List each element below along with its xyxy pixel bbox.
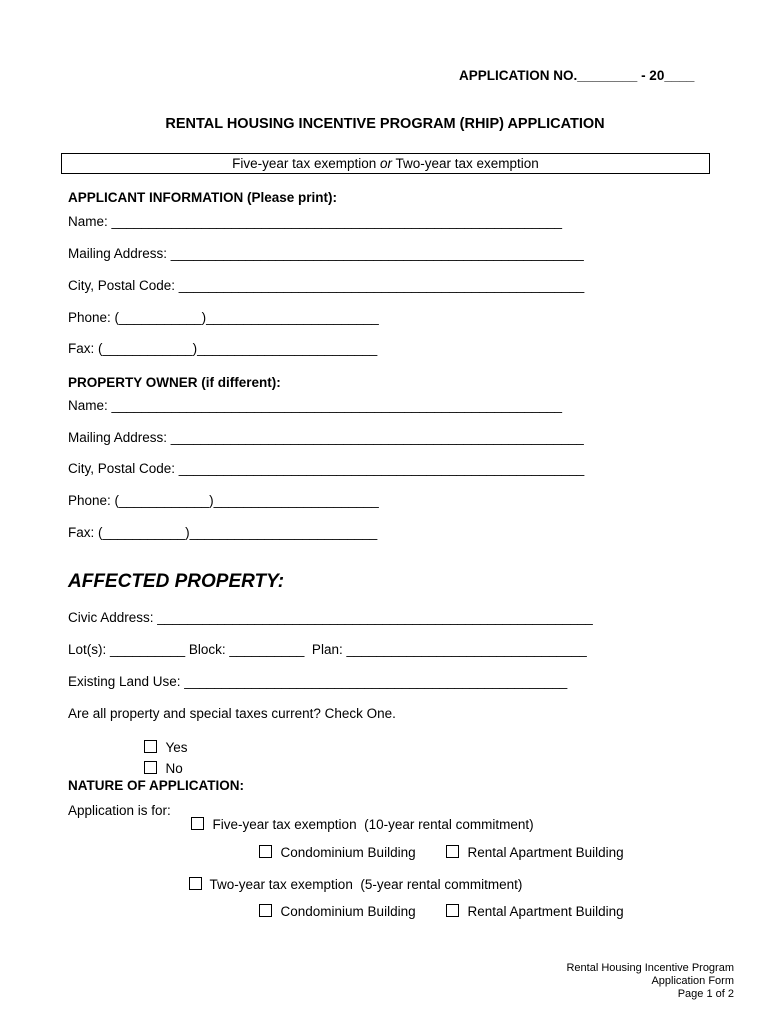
land-use-field[interactable]: Existing Land Use: ___________________________________________________ <box>68 674 568 689</box>
two-year-rental-label: Rental Apartment Building <box>467 904 624 919</box>
applicant-mailing-field[interactable]: Mailing Address: _______________________________________________________ <box>68 246 584 261</box>
owner-name-field[interactable]: Name: ____________________________________________________________ <box>68 398 562 413</box>
application-number: APPLICATION NO.________ - 20____ <box>459 68 695 83</box>
taxes-question: Are all property and special taxes current? Check One. <box>68 706 396 721</box>
five-year-condo-option[interactable] <box>251 830 416 860</box>
two-year-rental-checkbox[interactable] <box>446 904 459 917</box>
yes-label: Yes <box>165 740 188 755</box>
owner-phone-field[interactable]: Phone: (____________)______________________ <box>68 493 379 508</box>
five-year-condo-checkbox[interactable] <box>259 845 272 858</box>
five-year-condo-label: Condominium Building <box>280 845 416 860</box>
owner-fax-field[interactable]: Fax: (___________)_________________________ <box>68 525 378 540</box>
applicant-name-field[interactable]: Name: ____________________________________________________________ <box>68 214 562 229</box>
five-year-option[interactable] <box>183 802 534 832</box>
two-year-rental-option[interactable] <box>438 889 624 919</box>
exemption-type-box <box>61 153 710 174</box>
two-year-condo-label: Condominium Building <box>280 904 416 919</box>
no-label: No <box>165 761 183 776</box>
nature-heading: NATURE OF APPLICATION: <box>68 778 244 793</box>
two-year-label: Two-year tax exemption (5-year rental commitment) <box>209 877 523 892</box>
page-title: RENTAL HOUSING INCENTIVE PROGRAM (RHIP) APPLICATION <box>165 116 605 132</box>
owner-mailing-field[interactable]: Mailing Address: _______________________________________________________ <box>68 430 584 445</box>
five-year-rental-option[interactable] <box>438 830 624 860</box>
application-for-label: Application is for: <box>68 803 171 818</box>
five-year-rental-checkbox[interactable] <box>446 845 459 858</box>
taxes-no-option[interactable] <box>136 746 183 776</box>
lot-block-plan-field[interactable]: Lot(s): __________ Block: __________ Plan: ________________________________ <box>68 642 587 657</box>
footer-form: Application Form <box>651 975 734 987</box>
applicant-heading: APPLICANT INFORMATION (Please print): <box>68 190 338 205</box>
footer-page-number: Page 1 of 2 <box>677 988 734 1000</box>
applicant-fax-field[interactable]: Fax: (____________)________________________ <box>68 341 378 356</box>
five-year-rental-label: Rental Apartment Building <box>467 845 624 860</box>
civic-address-field[interactable]: Civic Address: __________________________________________________________ <box>68 610 593 625</box>
applicant-city-field[interactable]: City, Postal Code: ______________________________________________________ <box>68 278 585 293</box>
applicant-phone-field[interactable]: Phone: (___________)_______________________ <box>68 310 379 325</box>
owner-city-field[interactable]: City, Postal Code: ______________________________________________________ <box>68 461 585 476</box>
affected-property-heading: AFFECTED PROPERTY: <box>68 571 285 592</box>
two-year-condo-option[interactable] <box>251 889 416 919</box>
five-year-label: Five-year tax exemption (10-year rental commitment) <box>212 817 534 832</box>
exemption-five-year-text: Five-year tax exemption <box>232 156 380 171</box>
owner-heading: PROPERTY OWNER (if different): <box>68 375 281 390</box>
two-year-checkbox[interactable] <box>189 877 202 890</box>
five-year-checkbox[interactable] <box>191 817 204 830</box>
page-footer <box>566 962 734 1001</box>
no-checkbox[interactable] <box>144 761 157 774</box>
two-year-option[interactable] <box>181 862 522 892</box>
exemption-or-text: or <box>379 156 392 171</box>
footer-program: Rental Housing Incentive Program <box>566 962 734 974</box>
exemption-two-year-text: Two-year tax exemption <box>392 156 539 171</box>
two-year-condo-checkbox[interactable] <box>259 904 272 917</box>
